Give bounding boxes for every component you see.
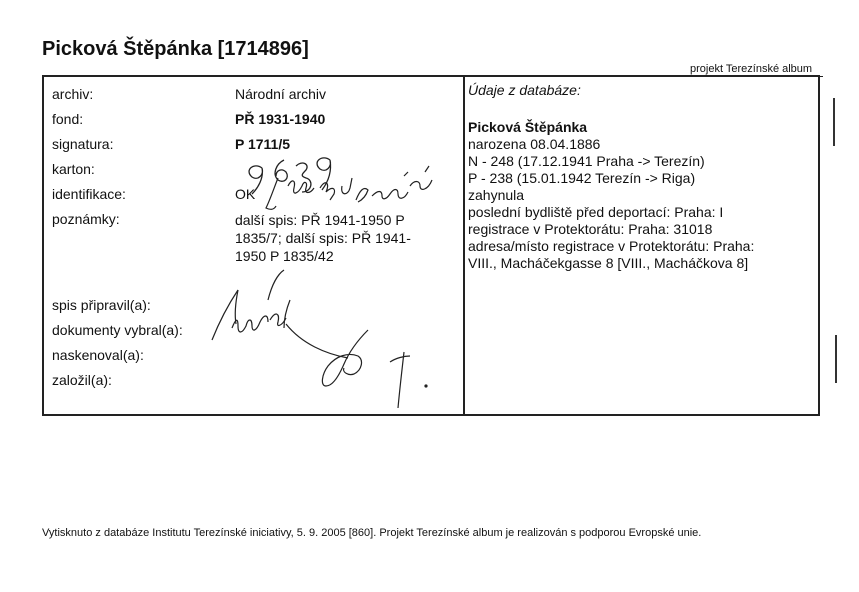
label-archiv: archiv: — [52, 86, 94, 102]
label-naskenoval: naskenoval(a): — [52, 347, 144, 363]
database-line: poslední bydliště před deportací: Praha: I — [468, 204, 724, 220]
person-name: Picková Štěpánka — [468, 119, 588, 135]
database-line: adresa/místo registrace v Protektorátu: Praha: — [468, 238, 755, 254]
handwritten-karton-note — [249, 158, 330, 194]
label-karton: karton: — [52, 161, 95, 177]
signature-1 — [212, 270, 290, 340]
value-identifikace: OK — [235, 186, 256, 202]
label-signatura: signatura: — [52, 136, 114, 152]
page-title: Picková Štěpánka [1714896] — [42, 38, 309, 60]
database-line: narozena 08.04.1886 — [468, 136, 601, 152]
print-footer: Vytisknuto z databáze Institutu Terezínské iniciativy, 5. 9. 2005 [860]. Projekt Terezínské album je realizován s podporou Evropské unie. — [42, 527, 702, 539]
database-line: P - 238 (15.01.1942 Terezín -> Riga) — [468, 170, 696, 186]
label-identifikace: identifikace: — [52, 186, 126, 202]
handwritten-identifikace-note — [266, 166, 432, 209]
value-archiv: Národní archiv — [235, 86, 327, 102]
database-heading: Údaje z databáze: — [468, 82, 581, 98]
label-dokumenty-vybral: dokumenty vybral(a): — [52, 322, 183, 338]
label-poznamky: poznámky: — [52, 211, 120, 227]
database-line: VIII., Macháčekgasse 8 [VIII., Macháčkova 8] — [468, 255, 749, 271]
label-spis-pripravil: spis připravil(a): — [52, 297, 151, 313]
label-zalozil: založil(a): — [52, 372, 112, 388]
value-poznamky: další spis: PŘ 1941-1950 P 1835/7; další spis: PŘ 1941-1950 P 1835/42 — [235, 212, 411, 264]
signature-2 — [286, 324, 427, 408]
database-line: N - 248 (17.12.1941 Praha -> Terezín) — [468, 153, 705, 169]
label-fond: fond: — [52, 111, 84, 127]
value-fond: PŘ 1931-1940 — [235, 111, 326, 127]
project-label: projekt Terezínské album — [690, 63, 813, 75]
database-line: registrace v Protektorátu: Praha: 31018 — [468, 221, 713, 237]
database-line: zahynula — [468, 187, 525, 203]
value-signatura: P 1711/5 — [235, 136, 291, 152]
